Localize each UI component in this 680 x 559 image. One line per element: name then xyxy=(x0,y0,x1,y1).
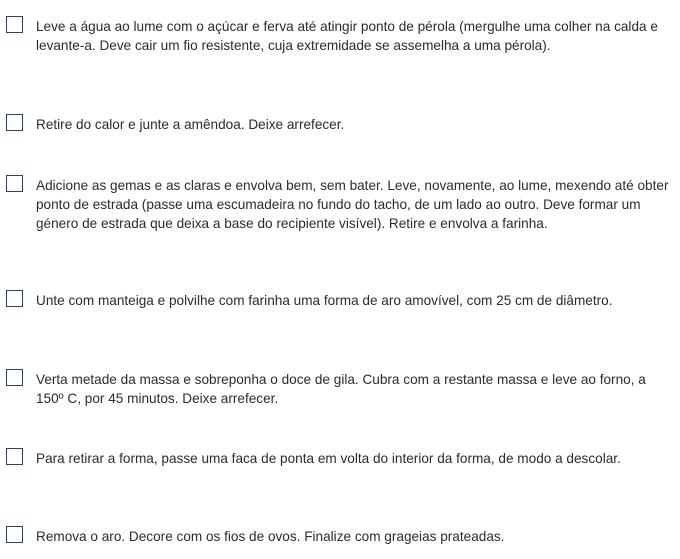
step-item-6 xyxy=(6,450,676,469)
step-5-checkbox[interactable] xyxy=(6,369,23,386)
step-7-text: Remova o aro. Decore com os fios de ovos. Finalize com grageias prateadas. xyxy=(36,529,505,544)
step-1-text: Leve a água ao lume com o açúcar e ferva até atingir ponto de pérola (mergulhe uma colher na calda e levante-a. Deve cair um fio resistente, cuja extremidade se assemelha a uma pérola). xyxy=(36,19,658,53)
step-item-7 xyxy=(6,528,676,547)
step-4-text: Unte com manteiga e polvilhe com farinha uma forma de aro amovível, com 25 cm de diâmetro. xyxy=(36,293,613,308)
step-3-text: Adicione as gemas e as claras e envolva bem, sem bater. Leve, novamente, ao lume, mexendo até obter ponto de estrada (passe uma escumadeira no fundo do tacho, de um lado ao outro. Deve formar um género de estrada que deixa a base do recipiente visível). Retire e envolva a farinha. xyxy=(36,178,669,231)
step-item-1 xyxy=(6,18,676,56)
step-7-checkbox[interactable] xyxy=(6,526,23,543)
step-item-3 xyxy=(6,177,676,233)
step-3-checkbox[interactable] xyxy=(6,175,23,192)
step-6-checkbox[interactable] xyxy=(6,448,23,465)
step-2-checkbox[interactable] xyxy=(6,114,23,131)
step-item-2 xyxy=(6,116,676,135)
step-2-text: Retire do calor e junte a amêndoa. Deixe arrefecer. xyxy=(36,117,345,132)
step-item-5 xyxy=(6,371,676,409)
step-6-text: Para retirar a forma, passe uma faca de ponta em volta do interior da forma, de modo a descolar. xyxy=(36,451,621,466)
step-4-checkbox[interactable] xyxy=(6,290,23,307)
step-5-text: Verta metade da massa e sobreponha o doce de gila. Cubra com a restante massa e leve ao forno, a 150º C, por 45 minutos. Deixe arrefecer. xyxy=(36,372,646,406)
step-item-4 xyxy=(6,292,676,311)
step-1-checkbox[interactable] xyxy=(6,16,23,33)
